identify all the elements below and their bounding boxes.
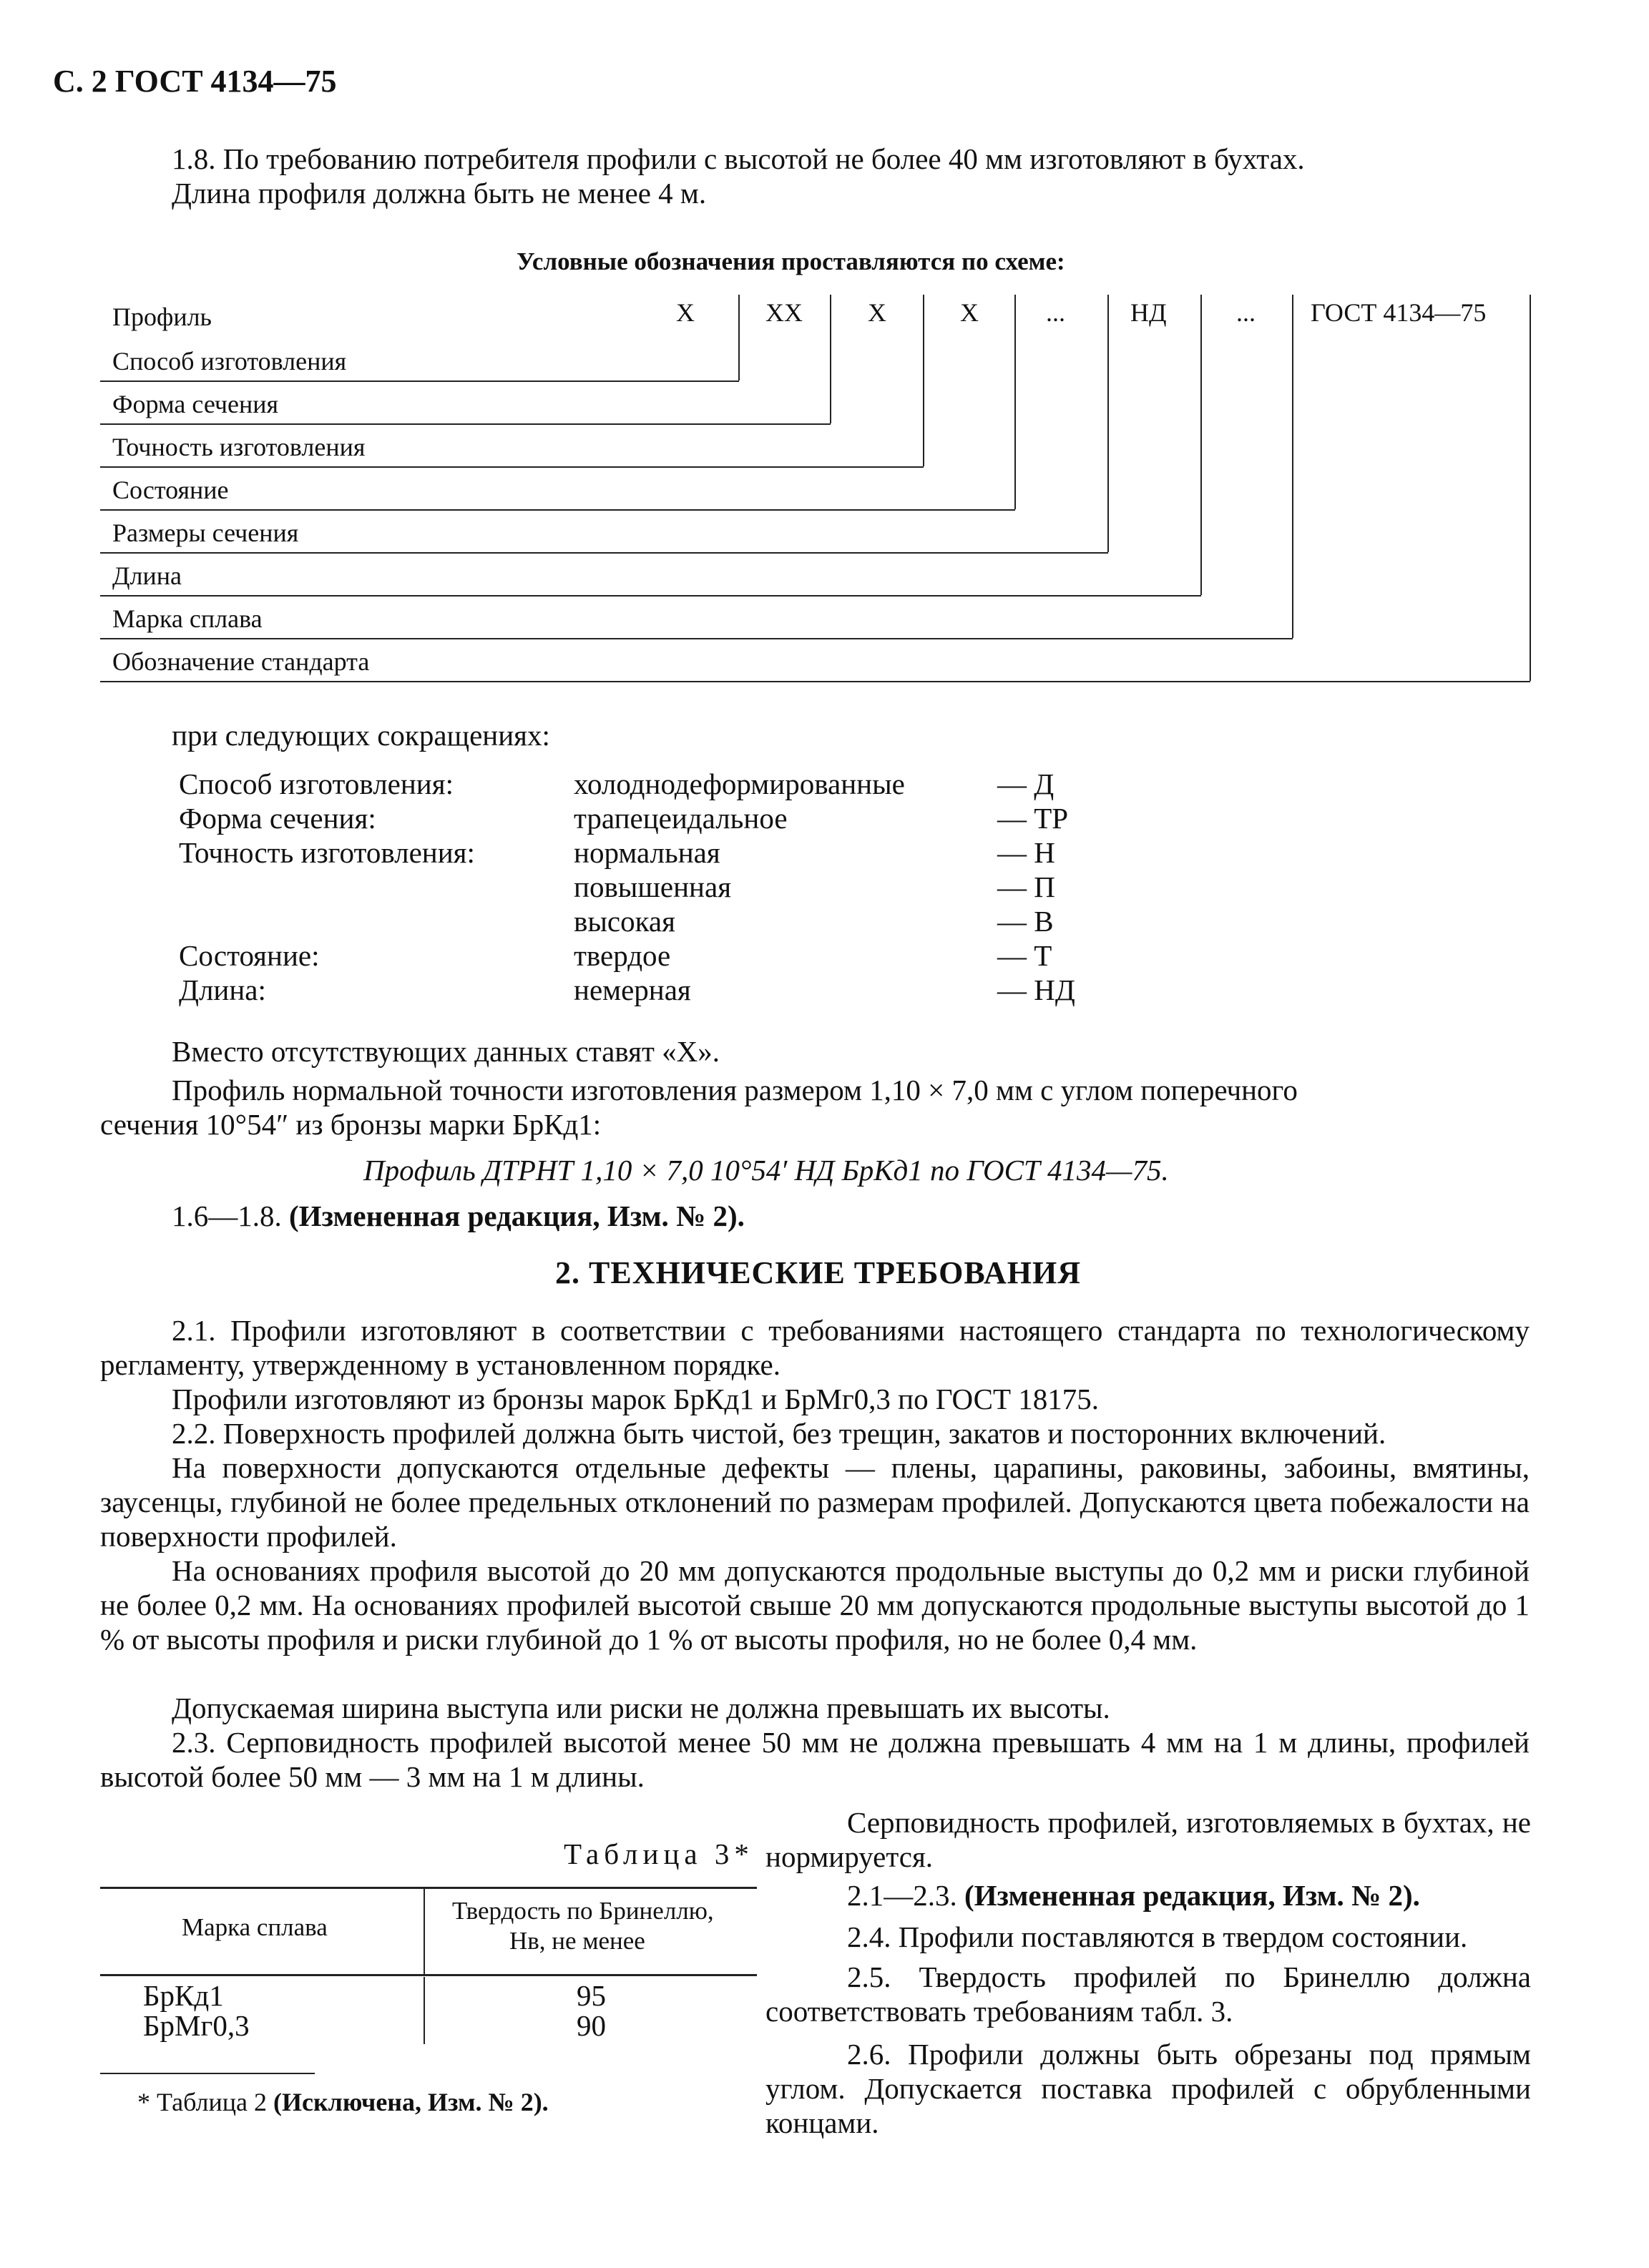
scheme-hline <box>100 423 831 425</box>
abbrev-cat: Длина: <box>179 973 266 1006</box>
abbrev-cat: Состояние: <box>179 939 320 972</box>
para-2-2-protrusions: На основаниях профиля высотой до 20 мм допускаются продольные выступы до 0,2 мм и риски глубиной не более 0,2 мм. На основаниях профилей высотой свыше 20 мм допускаются продольные выступы высотой до 1 % от высоты профиля и риски глубиной до 1 % от высоты профиля, но не более 0,4 мм. <box>100 1554 1530 1656</box>
amendment-num: 2.1—2.3. <box>847 1879 957 1912</box>
scheme-vline <box>1292 295 1293 638</box>
amendment-1-6-1-8 <box>172 1199 745 1233</box>
abbrev-code: — Д <box>997 767 1055 800</box>
abbrev-val: повышенная <box>574 870 732 903</box>
section-title: 2. ТЕХНИЧЕСКИЕ ТРЕБОВАНИЯ <box>555 1255 1081 1290</box>
table3-row-grade: БрКд1 <box>143 1979 224 2012</box>
scheme-vline <box>738 295 740 381</box>
scheme-vline <box>1014 295 1016 509</box>
example-para-line1: Профиль нормальной точности изготовления размером 1,10 × 7,0 мм с углом поперечного <box>172 1074 1298 1106</box>
scheme-vline <box>1107 295 1109 552</box>
scheme-hline <box>100 466 924 468</box>
scheme-code-6: НД <box>1130 298 1167 327</box>
abbrev-cat: Точность изготовления: <box>179 836 475 869</box>
scheme-hline <box>100 681 1530 682</box>
para-1-8-line2: Длина профиля должна быть не менее 4 м. <box>172 177 707 210</box>
footnote-bold: (Исключена, Изм. № 2). <box>273 2088 549 2116</box>
scheme-vline <box>923 295 924 466</box>
scheme-hline <box>100 638 1293 639</box>
scheme-row-accuracy: Точность изготовления <box>112 433 366 461</box>
amendment-text: (Измененная редакция, Изм. № 2). <box>289 1199 745 1232</box>
scheme-vline <box>1530 295 1531 681</box>
para-1-8-line1: 1.8. По требованию потребителя профили с высотой не более 40 мм изготовляют в бухтах. <box>172 142 1305 175</box>
para-2-6: 2.6. Профили должны быть обрезаны под прямым углом. Допускается поставка профилей с обрубленными концами. <box>765 2038 1531 2139</box>
page-header: С. 2 ГОСТ 4134—75 <box>53 64 337 99</box>
scheme-row-state: Состояние <box>112 476 229 504</box>
abbrev-code: — Н <box>997 836 1055 869</box>
table3-header-rule <box>100 1974 757 1976</box>
scheme-code-2: ХХ <box>765 298 803 327</box>
scheme-title: Условные обозначения проставляются по схеме: <box>517 247 1065 275</box>
para-2-1-alloys: Профили изготовляют из бронзы марок БрКд1 и БрМг0,3 по ГОСТ 18175. <box>172 1383 1100 1415</box>
abbrev-code: — В <box>997 905 1054 938</box>
amendment-2-1-2-3 <box>847 1878 1420 1913</box>
scheme-code-1: Х <box>676 298 695 327</box>
para-2-2: 2.2. Поверхность профилей должна быть чистой, без трещин, закатов и посторонних включений. <box>172 1417 1386 1450</box>
table3-col2-header-line1: Твердость по Бринеллю, <box>452 1897 714 1925</box>
table3-col-divider <box>424 1887 425 1974</box>
scheme-vline <box>1200 295 1202 595</box>
abbrev-code: — Т <box>997 939 1052 972</box>
scheme-hline <box>100 552 1108 554</box>
footnote-text: * Таблица 2 <box>137 2088 273 2116</box>
scheme-vline <box>830 295 831 423</box>
example-para-line2: сечения 10°54″ из бронзы марки БрКд1: <box>100 1108 602 1141</box>
abbrev-cat: Способ изготовления: <box>179 767 454 800</box>
table3-row-grade: БрМг0,3 <box>143 2009 250 2042</box>
scheme-hline <box>100 595 1201 597</box>
table3-footnote <box>137 2087 549 2117</box>
scheme-row-method: Способ изготовления <box>112 347 347 375</box>
table3-row-hb: 90 <box>577 2009 606 2042</box>
abbrev-val: высокая <box>574 905 675 938</box>
footnote-rule <box>100 2073 315 2074</box>
abbrev-code: — П <box>997 870 1055 903</box>
scheme-profile-label: Профиль <box>112 303 212 331</box>
scheme-row-length: Длина <box>112 561 182 590</box>
scheme-row-standard: Обозначение стандарта <box>112 647 370 676</box>
scheme-row-alloy: Марка сплава <box>112 604 263 633</box>
para-2-3: 2.3. Серповидность профилей высотой менее 50 мм не должна превышать 4 мм на 1 м длины, профилей высотой более 50 мм — 3 мм на 1 м длины. <box>100 1726 1530 1793</box>
scheme-row-dimensions: Размеры сечения <box>112 519 299 547</box>
scheme-row-section-shape: Форма сечения <box>112 390 279 418</box>
scheme-hline <box>100 381 739 382</box>
abbrev-val: немерная <box>574 973 691 1006</box>
scheme-code-3: Х <box>868 298 886 327</box>
abbrev-intro: при следующих сокращениях: <box>172 719 550 752</box>
para-2-3-coils: Серповидность профилей, изготовляемых в бухтах, не нормируется. <box>765 1806 1531 1873</box>
table3-col-divider <box>424 1977 425 2044</box>
abbrev-val: трапецеидальное <box>574 802 788 835</box>
abbrev-val: холоднодеформированные <box>574 767 905 800</box>
scheme-hline <box>100 509 1015 511</box>
amendment-num: 1.6—1.8. <box>172 1199 282 1232</box>
table3-col1-header: Марка сплава <box>182 1913 328 1941</box>
abbrev-val: нормальная <box>574 836 720 869</box>
amendment-text: (Измененная редакция, Изм. № 2). <box>964 1879 1420 1912</box>
scheme-code-5: ... <box>1046 298 1065 327</box>
scheme-code-7: ... <box>1236 298 1256 327</box>
table3-row-hb: 95 <box>577 1979 606 2012</box>
table3-top-rule <box>100 1887 757 1889</box>
scheme-code-4: Х <box>960 298 979 327</box>
scheme-code-8: ГОСТ 4134—75 <box>1311 298 1487 327</box>
para-2-2-width: Допускаемая ширина выступа или риски не должна превышать их высоты. <box>172 1692 1110 1724</box>
abbrev-cat: Форма сечения: <box>179 802 376 835</box>
example-formula: Профиль ДТРНТ 1,10 × 7,0 10°54′ НД БрКд1 по ГОСТ 4134—75. <box>363 1154 1169 1187</box>
abbrev-code: — ТР <box>997 802 1069 835</box>
para-2-5: 2.5. Твердость профилей по Бринеллю должна соответствовать требованиям табл. 3. <box>765 1960 1531 2028</box>
table3-col2-header-line2: Нв, не менее <box>509 1927 645 1955</box>
para-2-2-defects: На поверхности допускаются отдельные дефекты — плены, царапины, раковины, забоины, вмятины, заусенцы, глубиной не более предельных отклонений по размерам профилей. Допускаются цвета побежалости на поверхности профилей. <box>100 1451 1530 1553</box>
abbrev-code: — НД <box>997 973 1075 1006</box>
table3-caption: Таблица 3* <box>564 1837 754 1870</box>
para-2-1: 2.1. Профили изготовляют в соответствии с требованиями настоящего стандарта по технологическому регламенту, утвержденному в установленном порядке. <box>100 1314 1530 1381</box>
abbrev-val: твердое <box>574 939 671 972</box>
para-2-4: 2.4. Профили поставляются в твердом состоянии. <box>847 1920 1468 1953</box>
missing-data-note: Вместо отсутствующих данных ставят «Х». <box>172 1035 720 1068</box>
